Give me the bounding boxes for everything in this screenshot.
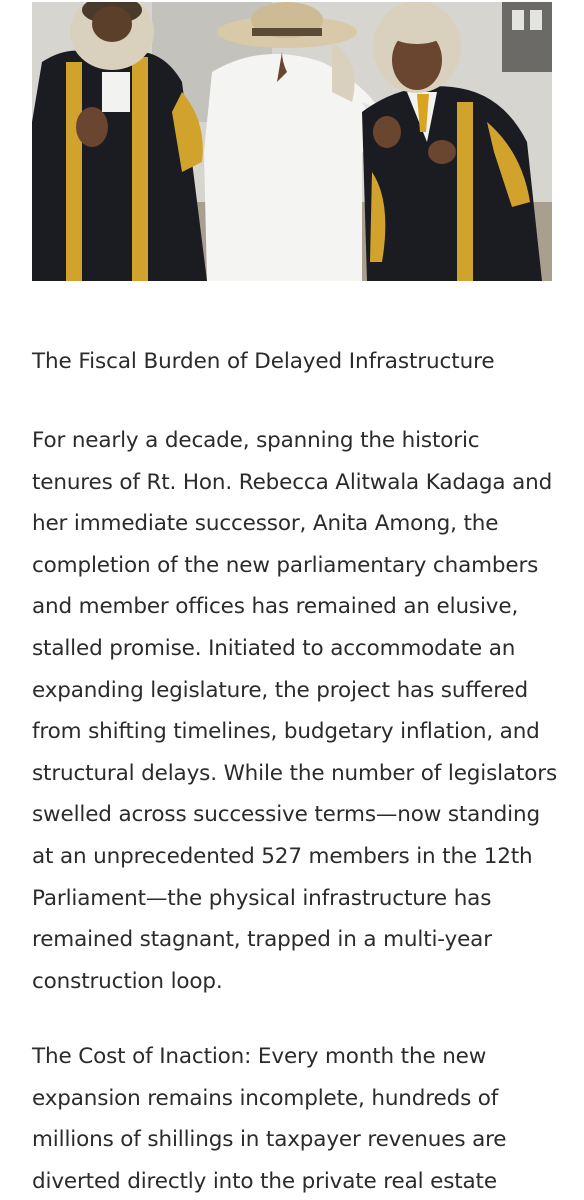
article-paragraph-2: The Cost of Inaction: Every month the new expansion remains incomplete, hundreds of millions of shillings in taxpayer revenues are diverted directly into the private real estate	[32, 1044, 507, 1194]
ceremony-photo-illustration	[32, 2, 552, 281]
article-paragraph-1: For nearly a decade, spanning the historic tenures of Rt. Hon. Rebecca Alitwala Kadaga and her immediate successor, Anita Among, the completion of the new parliamentary chambers and member offices has remained an elusive, stalled promise. Initiated to accommodate an expanding legislature, the project has suffered from shifting timelines, budgetary inflation, and structural delays. While the number of legislators swelled across successive terms—now standing at an unprecedented 527 members in the 12th Parliament—the physical infrastructure has remained stagnant, trapped in a multi-year construction loop.	[32, 428, 558, 994]
article-photo	[32, 2, 552, 281]
article-heading: The Fiscal Burden of Delayed Infrastructure	[32, 349, 495, 374]
